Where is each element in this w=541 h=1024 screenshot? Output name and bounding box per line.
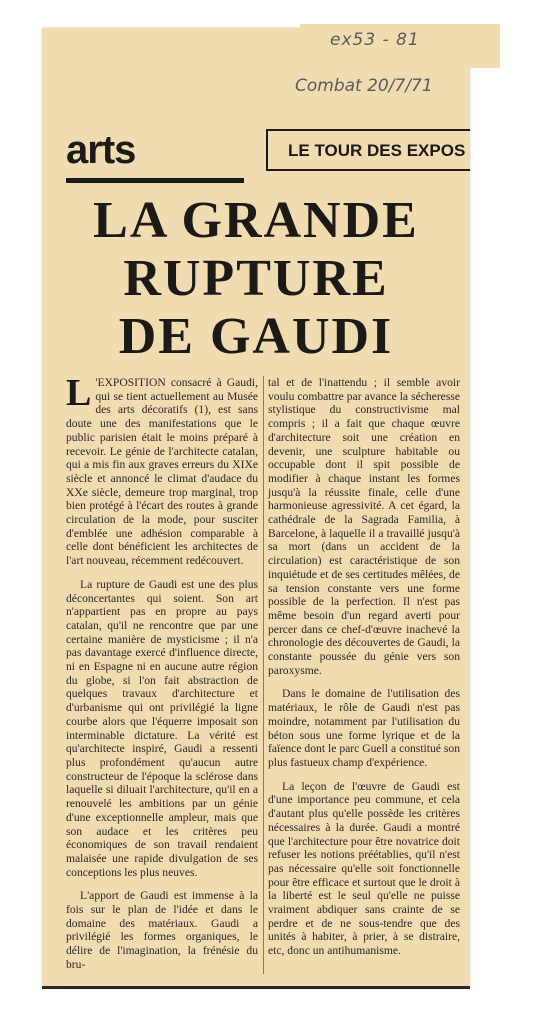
article-column-right	[268, 376, 460, 968]
article-paragraph: L'apport de Gaudi est immense à la fois sur le plan de l'idée et dans le domaine des matériaux. Gaudi a privilégié les formes organiques, le délire de l'imagination, la frénésie du bru-	[66, 889, 258, 971]
article-paragraph	[66, 372, 258, 568]
article-paragraph: tal et de l'inattendu ; il semble avoir voulu combattre par avance la sécheresse stylistique du constructivisme mal compris ; il a fait que chaque œuvre d'architecture soit une création en devenir, une sculpture habitable ou occupable dont il spit possible de modifier à chaque instant les formes jusqu'à la réussite finale, celle d'une harmonieuse agressivité. A cet égard, la cathédrale de la Sagrada Familia, à Barcelone, à laquelle il a travaillé jusqu'à sa mort (dans un accident de la circulation) est caractéristique de son inquiétude et de ses certitudes mêlées, de sa tension constante vers une forme possible de la perfection. Il n'est pas même besoin d'un regard averti pour percer dans ce chef-d'œuvre inachevé la chronologie des découvertes de Gaudi, la constante poussée du génie vers son paroxysme.	[268, 376, 460, 677]
source-date-note: Combat 20/7/71	[295, 76, 433, 96]
article-paragraph: La rupture de Gaudi est une des plus déconcertantes qui soient. Son art n'appartient pas en propre au pays catalan, qu'il ne rencontre que par une certaine manière de mysticisme ; il n'a pas davantage exercé d'influence directe, ni en Espagne ni en aucune autre région du globe, si l'on fait abstraction de quelques travaux d'architecture et d'urbanisme qui ont privilégié la ligne courbe alors que l'équerre imposait son interminable dictature. La vérité est qu'architecte inspiré, Gaudi a ressenti plus profondément qu'aucun autre constructeur de l'époque la sclérose dans laquelle si diluait l'architecture, qu'il en a renouvelé les ambitions par un génie d'une exceptionnelle ampleur, mais que son audace et les critères peu économiques de son travail rendaient malaisée une rapide divulgation de ses conceptions les plus neuves.	[66, 577, 258, 879]
headline-line-3: DE GAUDI	[118, 308, 394, 365]
drop-cap: L	[66, 372, 92, 414]
article-column-left	[66, 372, 258, 982]
paragraph-text: 'EXPOSITION consacré à Gaudi, qui se tient actuellement au Musée des arts décoratifs (1), est sans doute une des manifestations que le public parisien était le moins préparé à recevoir. Le génie de l'architecte catalan, qui a mis fin aux graves erreurs du XIXe siècle et annoncé le climat d'audace du XXe siècle, demeure trop marginal, trop bien protégé à l'écart des routes à grande circulation de la mode, pour susciter d'emblée une adhésion comparable à celle dont bénéficient les architectes de l'art nouveau, récemment redécouvert.	[66, 376, 258, 568]
headline-line-1: LA GRANDE	[93, 192, 419, 249]
clipping-bottom-edge	[42, 986, 470, 989]
article-paragraph: La leçon de l'œuvre de Gaudi est d'une importance peu commune, et cela d'autant plus qu'elle possède les critères nécessaires à la durée. Gaudi a montré que l'architecture pour être novatrice doit refuser les notions préétablies, qu'il n'est pas nécessaire qu'elle soit fonctionnelle pour être efficace et surtout que le droit à la liberté est le seul qu'elle ne puisse vraiment abdiquer sans crainte de se perdre et de ne sous-tendre que des unités à habiter, à prier, à se distraire, etc, donc un antihumanisme.	[268, 779, 460, 958]
column-title-box	[266, 129, 470, 171]
headline-line-2: RUPTURE	[123, 250, 389, 307]
article-paragraph: Dans le domaine de l'utilisation des matériaux, le rôle de Gaudi n'est pas moindre, notamment par l'utilisation du béton sous une forme lyrique et de la faïence dont le parc Guell a constitué son plus fastueux champ d'expérience.	[268, 687, 460, 769]
column-title: LE TOUR DES EXPOS	[288, 141, 466, 160]
archive-reference-note: ex53 - 81	[330, 30, 420, 50]
headline	[66, 192, 446, 366]
column-divider	[263, 376, 264, 974]
section-rule	[66, 178, 244, 183]
section-category: arts	[66, 128, 136, 172]
